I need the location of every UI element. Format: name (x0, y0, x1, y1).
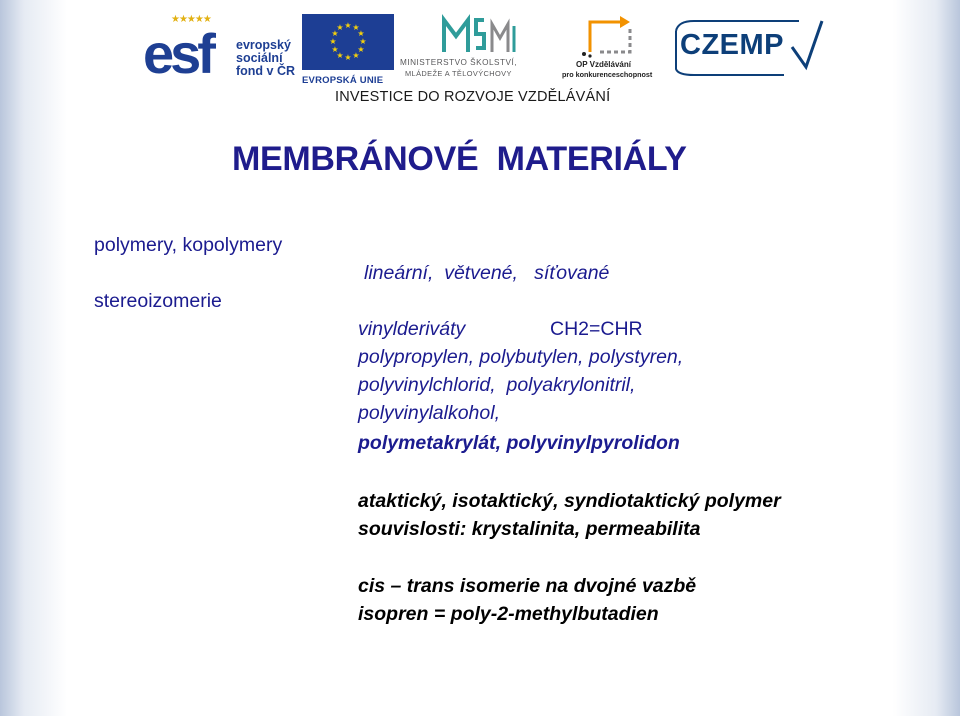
esf-line-3: fond v ČR (236, 64, 296, 78)
esf-logo-text (236, 39, 295, 78)
slide-title: MEMBRÁNOVÉ MATERIÁLY (232, 140, 687, 178)
svg-text:★: ★ (329, 37, 337, 46)
eu-caption: EVROPSKÁ UNIE (302, 75, 384, 86)
cis-trans-line: cis – trans isomerie na dvojné vazbě (358, 575, 697, 597)
svg-text:★: ★ (331, 29, 339, 38)
svg-text:★: ★ (357, 29, 365, 38)
vinyl-line-2: polyvinylchlorid, polyakrylonitril, (358, 374, 636, 396)
eu-flag-icon (302, 14, 394, 70)
esf-logo (143, 14, 296, 85)
svg-text:★: ★ (336, 51, 344, 60)
tacticity-line-1: ataktický, isotaktický, syndiotaktický polymer (358, 490, 781, 512)
svg-text:★: ★ (331, 45, 339, 54)
eu-logo (302, 14, 394, 86)
vinyl-formula: CH2=CHR (550, 318, 643, 340)
op-arrow-icon (580, 12, 640, 58)
structure-types-line: lineární, větvené, síťované (364, 262, 610, 284)
op-line-1: OP Vzdělávání (576, 60, 631, 69)
msmt-logo (398, 12, 556, 82)
msmt-line-2: MLÁDEŽE A TĚLOVÝCHOVY (405, 69, 512, 78)
svg-text:★: ★ (359, 37, 367, 46)
eu-stars-icon (302, 14, 394, 70)
tacticity-line-2: souvislosti: krystalinita, permeabilita (358, 518, 701, 540)
czemp-logo (674, 17, 824, 77)
op-line-2: pro konkurenceschopnost (562, 70, 653, 79)
esf-logo-letters: esf (143, 22, 212, 85)
isoprene-line: isopren = poly-2-methylbutadien (358, 603, 659, 625)
svg-text:★: ★ (336, 23, 344, 32)
msmt-mark-icon (440, 14, 520, 54)
vinyl-derivatives-label: vinylderiváty (358, 318, 466, 340)
svg-text:★: ★ (344, 53, 352, 62)
msmt-line-1: MINISTERSTVO ŠKOLSTVÍ, (400, 58, 518, 67)
svg-text:★: ★ (352, 23, 360, 32)
esf-stars-icon: ★★★★★ (171, 14, 211, 25)
vinyl-line-1: polypropylen, polybutylen, polystyren, (358, 346, 684, 368)
svg-text:★: ★ (352, 51, 360, 60)
svg-text:★: ★ (344, 21, 352, 30)
esf-line-1: evropský (236, 38, 291, 52)
op-logo (562, 12, 662, 82)
vinyl-line-4: polymetakrylát, polyvinylpyrolidon (358, 432, 680, 454)
svg-text:★: ★ (357, 45, 365, 54)
vinyl-line-3: polyvinylalkohol, (358, 402, 500, 424)
left-item-polymers: polymery, kopolymery (94, 234, 283, 256)
czemp-logo-text: CZEMP (680, 29, 784, 61)
esf-line-2: sociální (236, 51, 283, 65)
left-item-stereoisomerism: stereoizomerie (94, 290, 222, 312)
investment-caption: INVESTICE DO ROZVOJE VZDĚLÁVÁNÍ (335, 89, 611, 105)
